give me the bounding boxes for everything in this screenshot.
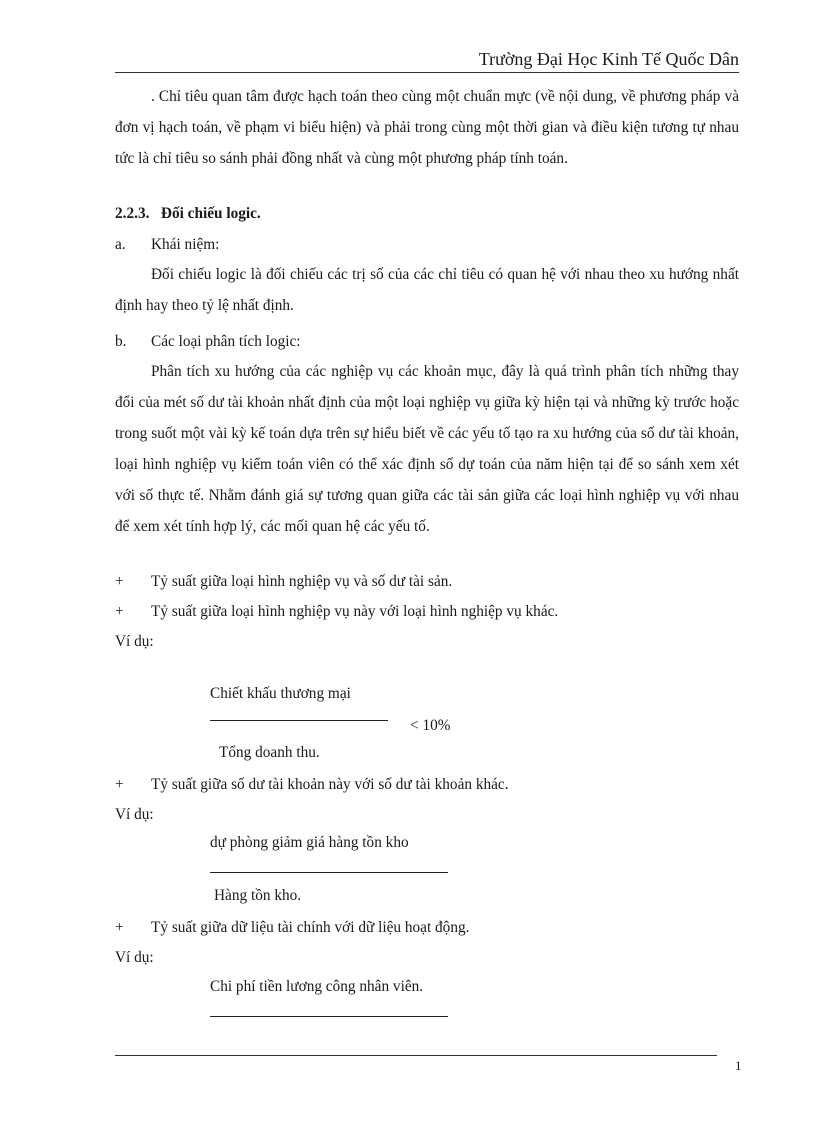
bullet-item [115, 566, 739, 597]
item-a-heading [115, 229, 739, 260]
bullet-plus: + [115, 573, 124, 590]
ratio-numerator: Chi phí tiền lương công nhân viên. [210, 978, 424, 995]
bullet-text: Tỷ suất giữa số dư tài khoản này với số dư tài khoản khác. [151, 776, 509, 793]
paragraph-trend-analysis: Phân tích xu hướng của các nghiệp vụ các khoản mục, đây là quá trình phân tích những thay đổi của mét số dư tài khoản nhất định của một loại nghiệp vụ giữa kỳ hiện tại và những kỳ trước hoặc trong suốt một vài kỳ kế toán dựa trên sự hiểu biết về các yếu tố tạo ra xu hướng của số dư tài khoản, loại hình nghiệp vụ kiểm toán viên có thể xác định số dự toán của năm hiện tại để so sánh xem xét với số thực tế. Nhằm đánh giá sự tương quan giữa các tài sản giữa các loại hình nghiệp vụ với nhau để xem xét tính hợp lý, các mối quan hệ các yếu tố. [115, 363, 739, 535]
ratio-denominator: Tổng doanh thu. [219, 744, 320, 761]
footer-divider [115, 1055, 717, 1056]
bullet-item [115, 769, 739, 800]
ratio-numerator: Chiết khấu thương mại [210, 685, 351, 702]
fraction-bar [210, 720, 388, 721]
bullet-plus: + [115, 603, 124, 620]
fraction-bar [210, 1016, 448, 1017]
item-b-heading [115, 326, 739, 357]
item-b-title: Các loại phân tích logic: [151, 333, 301, 350]
ratio-denominator: Hàng tồn kho. [214, 887, 302, 904]
bullet-text: Tỷ suất giữa dữ liệu tài chính với dữ liệu hoạt động. [151, 919, 470, 936]
section-title: Đối chiếu logic. [160, 205, 261, 222]
page-number: 1 [735, 1058, 742, 1073]
page-header: Trường Đại Học Kinh Tế Quốc Dân [115, 46, 739, 73]
bullet-plus: + [115, 919, 124, 936]
item-a-marker: a. [115, 236, 126, 253]
ratio-numerator: dự phòng giảm giá hàng tồn kho [210, 834, 409, 851]
bullet-text: Tỷ suất giữa loại hình nghiệp vụ và số dư tài sản. [151, 573, 453, 590]
item-a-title: Khái niệm: [151, 236, 220, 253]
example-label: Ví dụ: [115, 633, 154, 650]
bullet-plus: + [115, 776, 124, 793]
section-number: 2.2.3. [115, 205, 150, 222]
example-label: Ví dụ: [115, 949, 154, 966]
ratio-threshold: < 10% [410, 717, 451, 734]
fraction-bar [210, 872, 448, 873]
bullet-text: Tỷ suất giữa loại hình nghiệp vụ này với loại hình nghiệp vụ khác. [151, 603, 559, 620]
bullet-item [115, 912, 739, 943]
paragraph-criteria: . Chỉ tiêu quan tâm được hạch toán theo cùng một chuẩn mực (về nội dung, về phương pháp và đơn vị hạch toán, về phạm vi biểu hiện) và phải trong cùng một thời gian và điều kiện tương tự nhau tức là chỉ tiêu so sánh phải đồng nhất và cùng một phương pháp tính toán. [115, 88, 739, 167]
section-heading [115, 198, 739, 229]
item-b-marker: b. [115, 333, 127, 350]
paragraph-definition: Đối chiếu logic là đối chiếu các trị số của các chỉ tiêu có quan hệ với nhau theo xu hướng nhất định hay theo tỷ lệ nhất định. [115, 266, 739, 314]
example-label: Ví dụ: [115, 806, 154, 823]
bullet-item [115, 596, 739, 627]
